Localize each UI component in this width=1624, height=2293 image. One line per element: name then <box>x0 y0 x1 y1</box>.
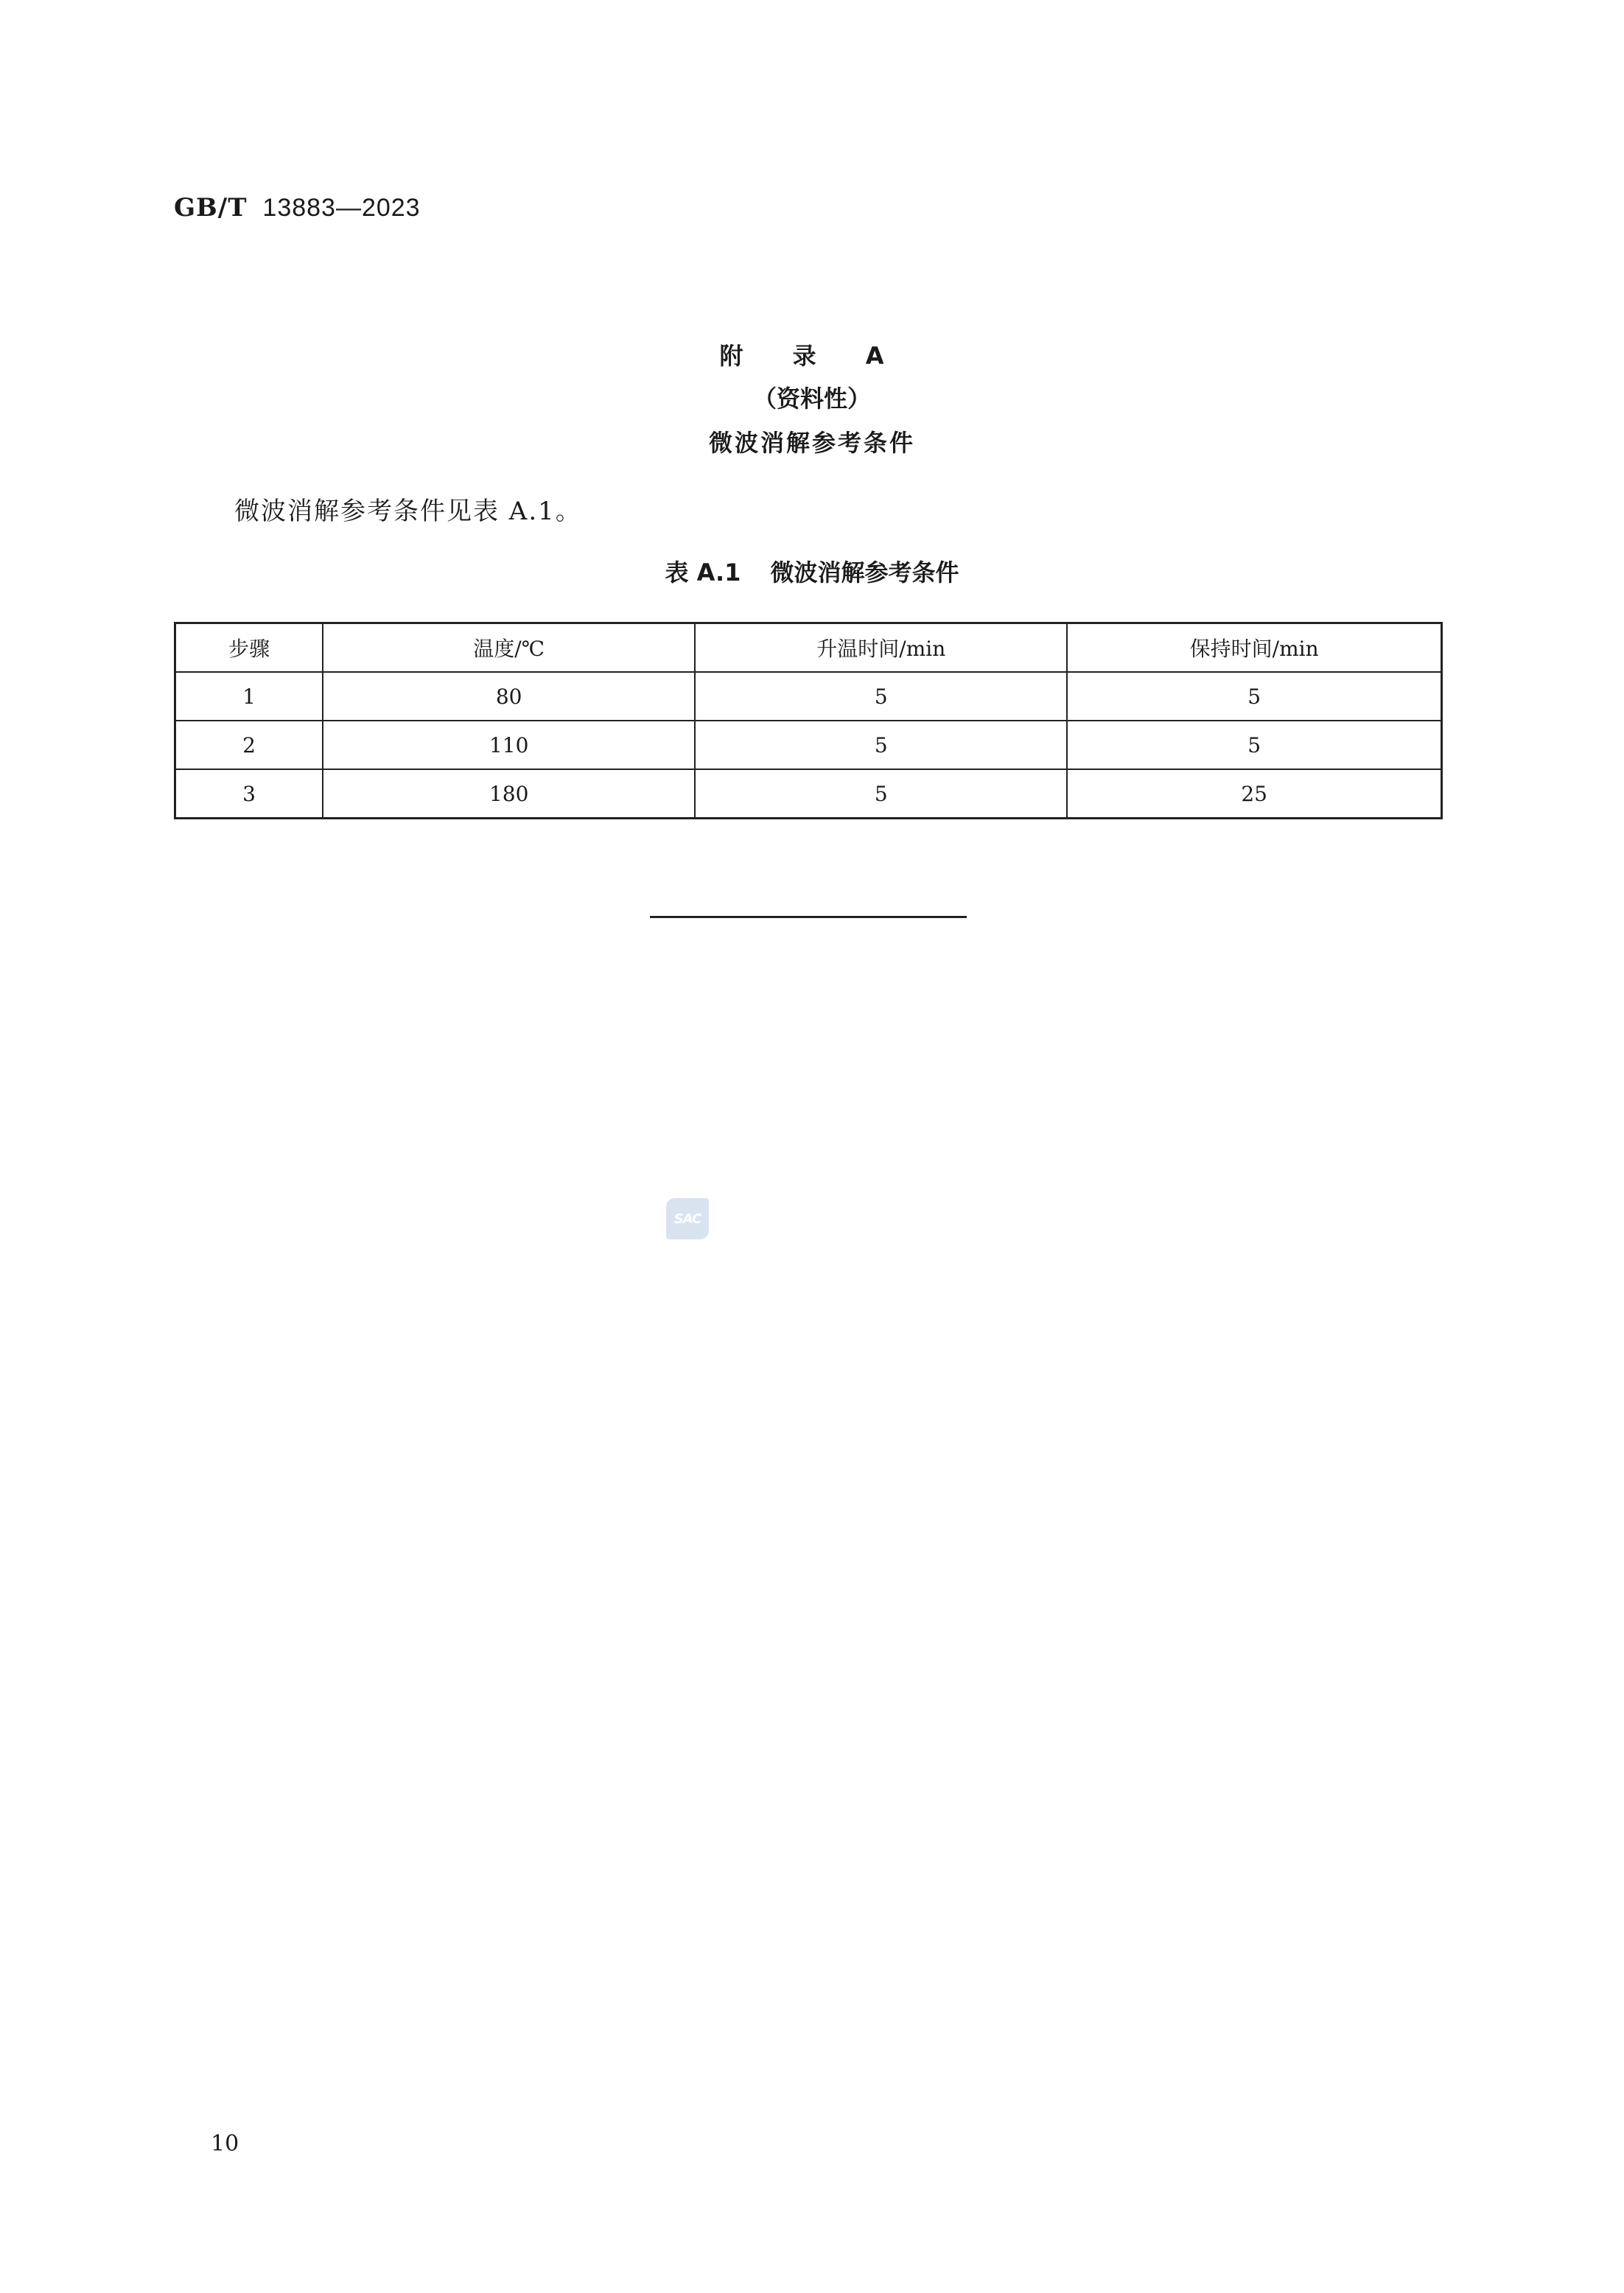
document-code <box>174 193 421 223</box>
page-number: 10 <box>211 2131 239 2157</box>
table-row <box>175 672 1442 721</box>
end-rule <box>650 916 967 918</box>
cell-hold-time: 5 <box>1067 721 1441 769</box>
cell-ramp-time: 5 <box>695 672 1067 721</box>
conditions-table <box>174 622 1443 819</box>
table-caption-title: 微波消解参考条件 <box>770 559 959 587</box>
table-row <box>175 721 1442 769</box>
column-header-ramp-time: 升温时间/min <box>695 623 1067 673</box>
annex-title: 微波消解参考条件 <box>708 429 915 457</box>
cell-temperature: 110 <box>323 721 695 769</box>
standard-prefix: GB/T <box>174 193 248 223</box>
cell-hold-time: 25 <box>1067 769 1441 819</box>
standard-number: 13883—2023 <box>262 194 421 222</box>
table-row <box>175 769 1442 819</box>
cell-step: 3 <box>175 769 323 819</box>
column-header-temperature: 温度/℃ <box>323 623 695 673</box>
table-caption-number: 表 A.1 <box>665 559 741 587</box>
column-header-step: 步骤 <box>175 623 323 673</box>
watermark-text: SAC <box>673 1211 701 1227</box>
annex-nature: （资料性） <box>752 385 871 413</box>
sac-watermark-logo <box>666 1198 709 1239</box>
cell-temperature: 80 <box>323 672 695 721</box>
column-header-hold-time: 保持时间/min <box>1067 623 1441 673</box>
cell-ramp-time: 5 <box>695 769 1067 819</box>
intro-paragraph: 微波消解参考条件见表 A.1。 <box>234 497 582 526</box>
cell-temperature: 180 <box>323 769 695 819</box>
table-caption <box>0 554 1624 588</box>
cell-step: 2 <box>175 721 323 769</box>
cell-hold-time: 5 <box>1067 672 1441 721</box>
cell-step: 1 <box>175 672 323 721</box>
cell-ramp-time: 5 <box>695 721 1067 769</box>
table-header-row <box>175 623 1442 673</box>
annex-label: 附 录 A <box>719 342 905 370</box>
